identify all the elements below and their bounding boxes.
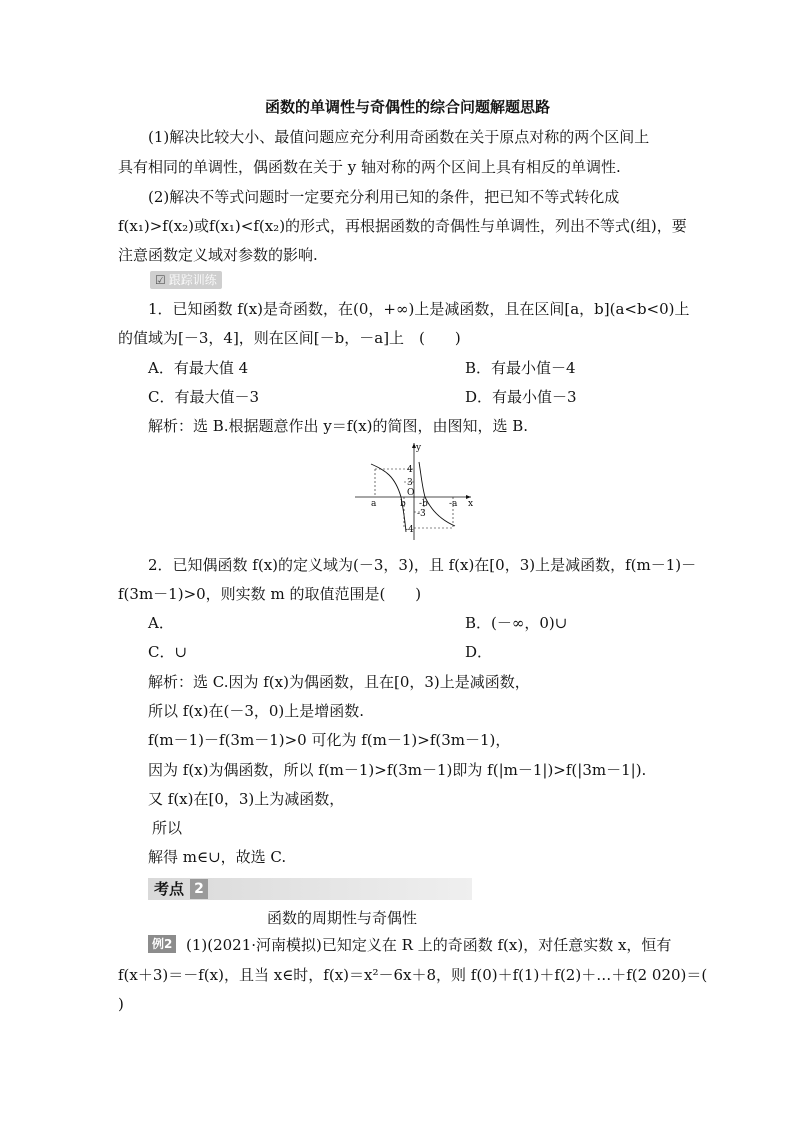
q2-stem-2: f(3m－1)>0，则实数 m 的取值范围是( ) (118, 585, 422, 603)
label-origin: O (407, 488, 415, 498)
tip-line-2: 具有相同的单调性，偶函数在关于 y 轴对称的两个区间上具有相反的单调性. (118, 158, 621, 176)
tip-line-3: (2)解决不等式问题时一定要充分利用已知的条件，把已知不等式转化成 (148, 188, 620, 206)
q2-option-c: C．∪ (148, 643, 188, 661)
q1-answer: 解析：选 B.根据题意作出 y＝f(x)的简图，由图知，选 B. (148, 417, 529, 435)
label-b: b (400, 499, 406, 509)
example-line-3: ) (118, 995, 124, 1013)
q2-solution-5: 又 f(x)在[0，3)上为减函数， (148, 790, 345, 808)
label-a: a (371, 499, 377, 509)
checklist-icon: ☑ (155, 273, 166, 287)
q2-solution-6: 所以 (152, 819, 183, 837)
q1-stem-2: 的值域为[－3，4]，则在区间[－b，－a]上 ( ) (118, 329, 461, 347)
label-y: y (416, 443, 422, 453)
q2-solution-2: 所以 f(x)在(－3，0)上是增函数. (148, 702, 365, 720)
subsection-title: 函数的周期性与奇偶性 (267, 909, 418, 927)
q2-solution-1: 解析：选 C.因为 f(x)为偶函数，且在[0，3)上是减函数， (148, 673, 530, 691)
q2-option-b: B．(－∞，0)∪ (465, 614, 568, 632)
label-neg-a: -a (449, 499, 458, 509)
label-neg-4: -4 (405, 525, 414, 535)
label-x: x (468, 499, 474, 509)
q1-stem-1: 1．已知函数 f(x)是奇函数，在(0，+∞)上是减函数，且在区间[a，b](a<b<0)上 (148, 300, 690, 318)
q1-option-a: A．有最大值 4 (148, 359, 249, 377)
example-badge: 例2 (148, 935, 176, 953)
q2-solution-3: f(m－1)－f(3m－1)>0 可化为 f(m－1)>f(3m－1)， (148, 731, 511, 749)
tracking-practice-label: 跟踪训练 (168, 273, 217, 287)
label-neg-b: -b (419, 499, 428, 509)
q2-option-d: D． (465, 643, 493, 661)
tracking-practice-badge (150, 271, 222, 289)
q1-option-b: B．有最小值－4 (465, 359, 576, 377)
example-line-1: (1)(2021·河南模拟)已知定义在 R 上的奇函数 f(x)，对任意实数 x，恒有 (186, 936, 672, 954)
label-3: 3 (407, 478, 413, 488)
tip-line-4: f(x₁)>f(x₂)或f(x₁)<f(x₂)的形式，再根据函数的奇偶性与单调性，列出不等式(组)，要 (118, 217, 687, 235)
q2-option-a: A． (148, 614, 174, 632)
label-4: 4 (407, 465, 413, 475)
function-sketch-graph (355, 440, 475, 540)
label-neg-3: -3 (417, 509, 426, 519)
q1-option-c: C．有最大值－3 (148, 388, 260, 406)
kaodian-label: 考点 (154, 880, 185, 898)
q2-solution-4: 因为 f(x)为偶函数，所以 f(m－1)>f(3m－1)即为 f(|m－1|)>f(|3m－1|). (148, 761, 647, 779)
tip-line-1: (1)解决比较大小、最值问题应充分利用奇函数在关于原点对称的两个区间上 (148, 128, 650, 146)
tip-line-5: 注意函数定义域对参数的影响. (118, 246, 318, 264)
example-line-2: f(x＋3)＝－f(x)，且当 x∈时，f(x)＝x²－6x＋8，则 f(0)＋f(1)＋f(2)＋…＋f(2 020)＝( (118, 966, 708, 984)
kaodian-number: 2 (190, 879, 208, 899)
curve-left-branch (371, 464, 406, 532)
q1-option-d: D．有最小值－3 (465, 388, 577, 406)
q2-solution-7: 解得 m∈∪，故选 C. (148, 848, 287, 866)
q2-stem-1: 2．已知偶函数 f(x)的定义域为(－3，3)，且 f(x)在[0，3)上是减函数，f(m－1)－ (148, 556, 697, 574)
section-title: 函数的单调性与奇偶性的综合问题解题思路 (265, 98, 551, 116)
